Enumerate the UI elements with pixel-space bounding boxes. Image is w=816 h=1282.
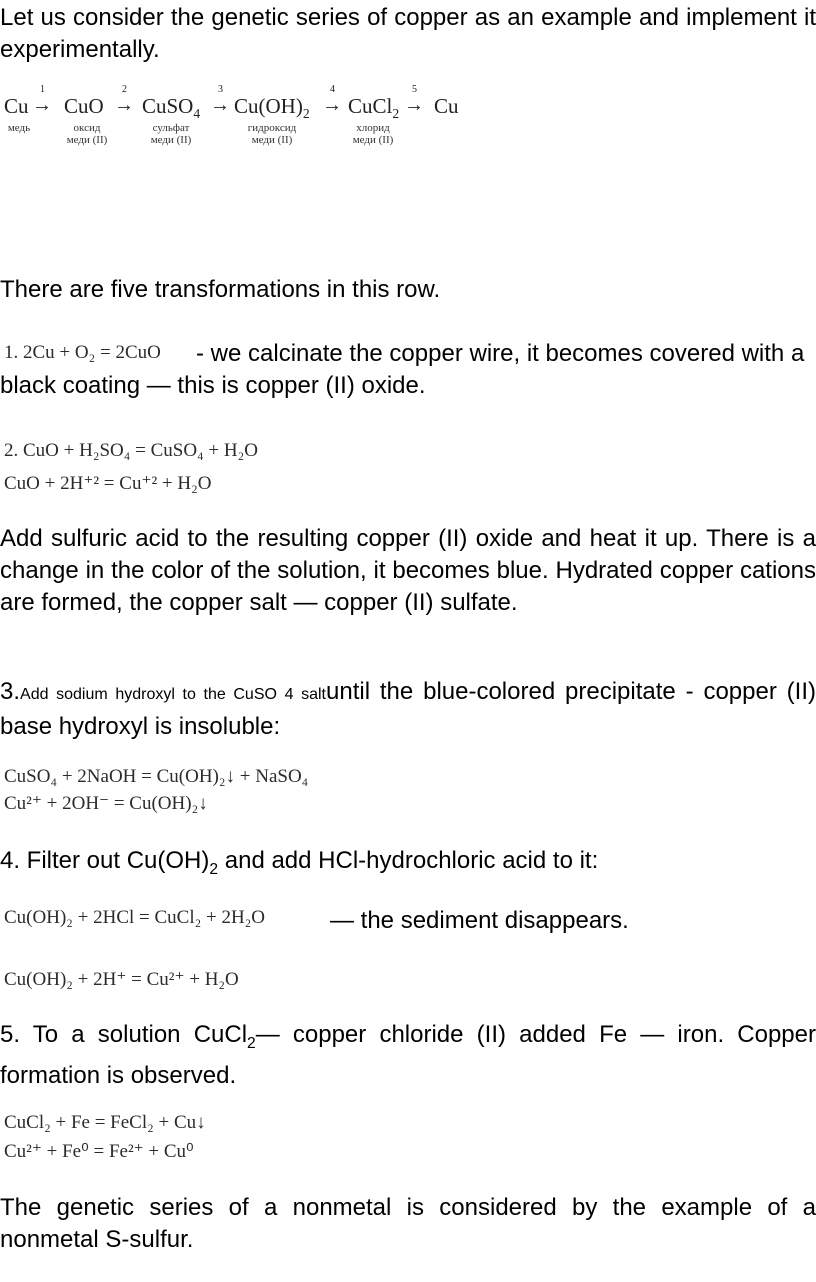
equation-1: 1. 2Cu + O₂ = 2CuO: [4, 342, 161, 363]
step4-eq-text: — the sediment disappears.: [330, 907, 629, 934]
series-sub: 2: [392, 106, 400, 122]
step4-text: 4. Filter out $Cu(OH)_2$ and add HCl-hydrochloric acid to it:: [0, 847, 599, 878]
series-name: сульфат меди (II): [150, 122, 192, 146]
arrow-icon: →: [114, 94, 134, 116]
series-name: гидроксид меди (II): [247, 122, 297, 146]
series-name: хлорид меди (II): [352, 122, 394, 146]
copper-series-diagram: [4, 84, 464, 164]
five-transformations-text: There are five transformations in this row.: [0, 276, 441, 303]
equation-4b: Cu(OH)₂ + 2H⁺ = Cu²⁺ + H₂O: [4, 969, 239, 990]
step3-text: 3.Add sodium hydroxyl to the CuSO 4 saltuntil the blue-colored precipitate - copper (II) base hydroxyl is insoluble:: [0, 678, 816, 740]
series-formula: Cu(OH): [234, 94, 303, 118]
series-formula: CuCl: [348, 94, 393, 118]
step1-text: - we calcinate the copper wire, it becomes covered with a black coating — this is copper (II) oxide.: [0, 340, 805, 399]
arrow-icon: →: [32, 94, 52, 116]
step-number: 5: [412, 84, 417, 95]
equation-2b: CuO + 2H⁺² = Cu⁺² + H₂O: [4, 473, 212, 494]
series-formula: CuSO: [142, 94, 194, 118]
series-name: медь: [7, 122, 31, 134]
equation-5b: Cu²⁺ + Fe⁰ = Fe²⁺ + Cu⁰: [4, 1141, 194, 1162]
step-number: 3: [218, 84, 223, 95]
arrow-icon: →: [322, 94, 342, 116]
outro-paragraph: The genetic series of a nonmetal is considered by the example of a nonmetal S-sulfur.: [0, 1194, 816, 1253]
equation-4a: Cu(OH)₂ + 2HCl = CuCl₂ + 2H₂O: [4, 907, 266, 928]
equation-3a: CuSO₄ + 2NaOH = Cu(OH)₂↓ + NaSO₄: [4, 766, 309, 787]
series-formula: Cu: [4, 94, 29, 118]
series-formula: CuO: [64, 94, 104, 118]
series-name: оксид меди (II): [66, 122, 108, 146]
equation-3b: Cu²⁺ + 2OH⁻ = Cu(OH)₂↓: [4, 793, 208, 814]
step-number: 1: [40, 84, 45, 95]
step5-text: 5. To a solution CuCl$_2$— copper chloride (II) added Fe — iron. Copper formation is observed.: [0, 1021, 816, 1089]
intro-paragraph: Let us consider the genetic series of copper as an example and implement it experimentally.: [0, 4, 816, 63]
step-number: 2: [122, 84, 127, 95]
equation-2a: 2. CuO + H₂SO₄ = CuSO₄ + H₂O: [4, 440, 258, 461]
step2-text: Add sulfuric acid to the resulting copper (II) oxide and heat it up. There is a change in the color of the solution, it becomes blue. Hydrated copper cations are formed, the copper salt — copper (II) sulfate.: [0, 525, 816, 616]
series-sub: 4: [193, 106, 201, 122]
step-number: 4: [330, 84, 335, 95]
series-sub: 2: [302, 106, 310, 122]
series-formula: Cu: [434, 94, 459, 118]
equation-5a: CuCl₂ + Fe = FeCl₂ + Cu↓: [4, 1112, 206, 1133]
arrow-icon: →: [210, 94, 230, 116]
arrow-icon: →: [404, 94, 424, 116]
